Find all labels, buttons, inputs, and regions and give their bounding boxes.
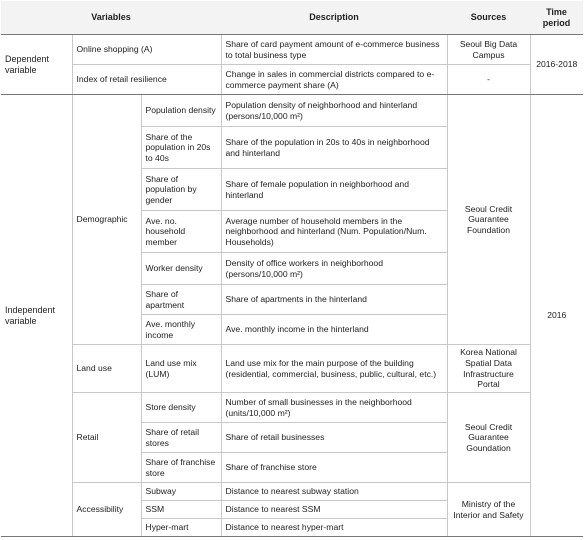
variable-name: Share of retail stores xyxy=(141,423,221,453)
variable-name: Share of population by gender xyxy=(141,169,221,211)
variable-description: Share of female population in neighborhood and hinterland xyxy=(221,169,447,211)
header-time-period: Time period xyxy=(530,1,583,35)
variable-name: Land use mix (LUM) xyxy=(141,345,221,393)
source-seoul-credit-guarantee-goundation: Seoul Credit Guarantee Goundation xyxy=(447,393,530,483)
variable-description: Share of franchise store xyxy=(221,453,447,483)
header-row xyxy=(1,1,583,35)
variable-source: - xyxy=(447,65,530,95)
group-demographic: Demographic xyxy=(72,95,141,345)
source-seoul-credit-guarantee-foundation: Seoul Credit Guarantee Foundation xyxy=(447,95,530,345)
dependent-time-period: 2016-2018 xyxy=(530,35,583,95)
group-retail: Retail xyxy=(72,393,141,483)
variable-description: Ave. monthly income in the hinterland xyxy=(221,315,447,345)
variable-description: Share of card payment amount of e-commerce business to total business type xyxy=(221,35,447,65)
table-row xyxy=(1,345,583,393)
variable-description: Distance to nearest subway station xyxy=(221,483,447,501)
independent-time-period: 2016 xyxy=(530,95,583,537)
independent-variable-label: Independent variable xyxy=(1,95,72,537)
variable-name: Store density xyxy=(141,393,221,423)
variable-description: Number of small businesses in the neighborhood (units/10,000 m²) xyxy=(221,393,447,423)
group-land-use: Land use xyxy=(72,345,141,393)
variable-description: Average number of household members in the neighborhood and hinterland (Num. Population/Num. Households) xyxy=(221,211,447,253)
variable-name: Subway xyxy=(141,483,221,501)
source-ministry-of-interior: Ministry of the Interior and Safety xyxy=(447,483,530,537)
variable-source: Seoul Big Data Campus xyxy=(447,35,530,65)
variable-name: Population density xyxy=(141,95,221,127)
variable-description: Change in sales in commercial districts compared to e-commerce payment share (A) xyxy=(221,65,447,95)
variable-name: Online shopping (A) xyxy=(72,35,221,65)
table-row xyxy=(1,483,583,501)
header-variables: Variables xyxy=(1,1,221,35)
variable-name: Share of the population in 20s to 40s xyxy=(141,127,221,169)
variable-description: Distance to nearest hyper-mart xyxy=(221,519,447,537)
header-sources: Sources xyxy=(447,1,530,35)
variable-description: Share of retail businesses xyxy=(221,423,447,453)
variable-description: Population density of neighborhood and hinterland (persons/10,000 m²) xyxy=(221,95,447,127)
table-row xyxy=(1,35,583,65)
variable-name: Ave. no. household member xyxy=(141,211,221,253)
variable-description: Land use mix for the main purpose of the building (residential, commercial, business, public, cultural, etc.) xyxy=(221,345,447,393)
variable-name: Worker density xyxy=(141,253,221,285)
header-description: Description xyxy=(221,1,447,35)
variable-name: Share of apartment xyxy=(141,285,221,315)
dependent-variable-label: Dependent variable xyxy=(1,35,72,95)
variable-description: Distance to nearest SSM xyxy=(221,501,447,519)
variable-name: Hyper-mart xyxy=(141,519,221,537)
source-korea-national-spatial-data: Korea National Spatial Data Infrastructure Portal xyxy=(447,345,530,393)
table-row xyxy=(1,95,583,127)
variable-name: Share of franchise store xyxy=(141,453,221,483)
variable-description: Share of the population in 20s to 40s in neighborhood and hinterland xyxy=(221,127,447,169)
group-accessibility: Accessibility xyxy=(72,483,141,537)
variable-name: SSM xyxy=(141,501,221,519)
variable-description: Share of apartments in the hinterland xyxy=(221,285,447,315)
variable-name: Index of retail resilience xyxy=(72,65,221,95)
table-row xyxy=(1,393,583,423)
table-row xyxy=(1,65,583,95)
variable-description: Density of office workers in neighborhood (persons/10,000 m²) xyxy=(221,253,447,285)
variable-name: Ave. monthly income xyxy=(141,315,221,345)
variables-table xyxy=(1,1,583,537)
